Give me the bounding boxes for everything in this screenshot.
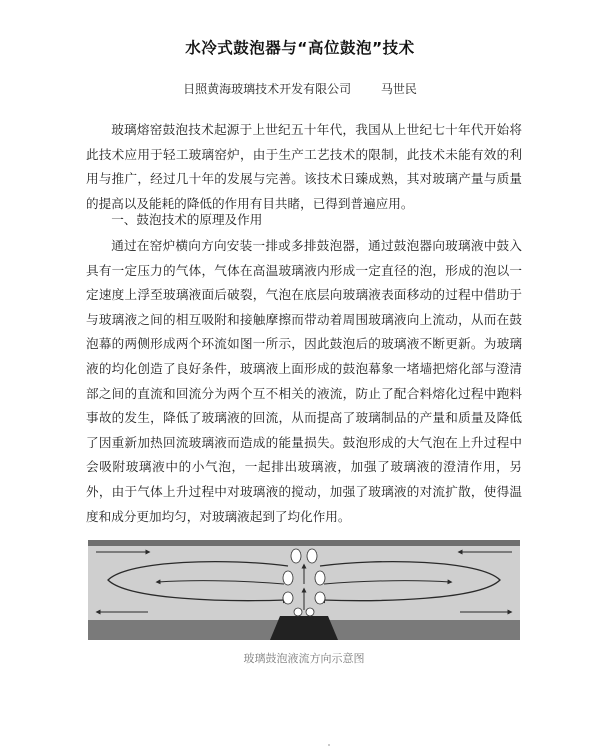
bubbling-flow-figure (88, 540, 520, 640)
bubble (294, 608, 302, 616)
byline (0, 80, 600, 97)
bubble (315, 571, 325, 585)
bubble (315, 592, 325, 604)
figure-caption: 玻璃鼓泡液流方向示意图 (243, 652, 365, 665)
furnace-crown-band (88, 540, 520, 546)
bubble (306, 608, 314, 616)
paper-title: 水冷式鼓泡器与“高位鼓泡”技术 (185, 39, 415, 57)
bubble (283, 592, 293, 604)
bubble (291, 549, 301, 563)
bubble (307, 549, 317, 563)
author-name: 马世民 (380, 82, 417, 96)
section-heading: 一、鼓泡技术的原理及作用 (111, 212, 263, 227)
bubbler-base (270, 616, 338, 640)
author-affiliation: 日照黄海玻璃技术开发有限公司 (183, 82, 352, 96)
flow-diagram (88, 540, 520, 640)
bubble (283, 571, 293, 585)
scan-speck (328, 744, 330, 746)
section-body-paragraph: 通过在窑炉横向方向安装一排或多排鼓泡器，通过鼓泡器向玻璃液中鼓入具有一定压力的气体，气体在高温玻璃液内形成一定直径的泡，形成的泡以一定速度上浮至玻璃液面后破裂，气泡在底层向玻璃液表面移动的过程中借助于与玻璃液之间的相互吸附和接触摩擦而带动着周围玻璃液向上流动，从而在鼓泡幕的两侧形成两个环流如图一所示，因此鼓泡后的玻璃液不断更新。为玻璃液的均化创造了良好条件，玻璃液上面形成的鼓泡幕象一堵墙把熔化部与澄清部之间的直流和回流分为两个互不相关的液流，防止了配合料熔化过程中跑料事故的发生，降低了玻璃液的回流，从而提高了玻璃制品的产量和质量及降低了因重新加热回流玻璃液而造成的能量损失。鼓泡形成的大气泡在上升过程中会吸附玻璃液中的小气泡，一起排出玻璃液，加强了玻璃液的澄清作用，另外，由于气体上升过程中对玻璃液的搅动，加强了玻璃液的对流扩散，使得温度和成分更加均匀，对玻璃液起到了均化作用。 (86, 238, 522, 524)
intro-paragraph: 玻璃熔窑鼓泡技术起源于上世纪五十年代，我国从上世纪七十年代开始将此技术应用于轻工玻璃窑炉，由于生产工艺技术的限制，此技术未能有效的利用与推广，经过几十年的发展与完善。该技术日臻成熟，其对玻璃产量与质量的提高以及能耗的降低的作用有目共睹，已得到普遍应用。 (86, 122, 522, 211)
